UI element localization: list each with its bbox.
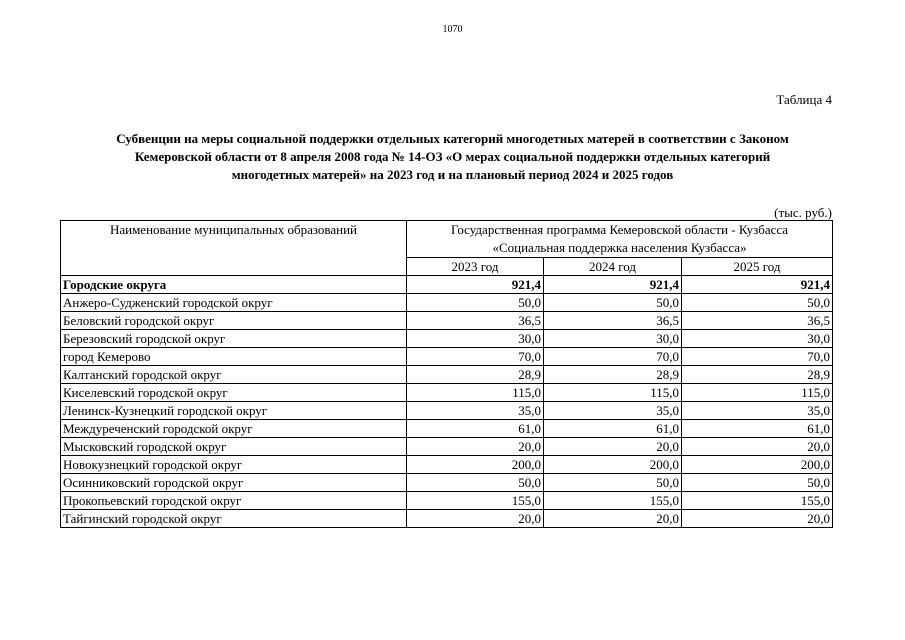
municipality-name: Анжеро-Судженский городской округ bbox=[61, 294, 407, 312]
group-name: Городские округа bbox=[61, 276, 407, 294]
document-title bbox=[60, 130, 845, 184]
table-row bbox=[61, 456, 833, 474]
municipality-name: Осинниковский городской округ bbox=[61, 474, 407, 492]
header-program bbox=[407, 221, 833, 258]
value-2023: 115,0 bbox=[407, 384, 544, 402]
table-row bbox=[61, 420, 833, 438]
table-row bbox=[61, 402, 833, 420]
value-2024: 70,0 bbox=[544, 348, 682, 366]
municipality-name: Калтанский городской округ bbox=[61, 366, 407, 384]
table-row bbox=[61, 366, 833, 384]
value-2025: 200,0 bbox=[682, 456, 833, 474]
value-2025: 50,0 bbox=[682, 474, 833, 492]
value-2025: 35,0 bbox=[682, 402, 833, 420]
value-2025: 20,0 bbox=[682, 510, 833, 528]
value-2024: 115,0 bbox=[544, 384, 682, 402]
value-2025: 155,0 bbox=[682, 492, 833, 510]
page-number: 1070 bbox=[442, 24, 463, 35]
municipality-name: Мысковский городской округ bbox=[61, 438, 407, 456]
table-row bbox=[61, 438, 833, 456]
table-label: Таблица 4 bbox=[776, 92, 832, 107]
value-2025: 20,0 bbox=[682, 438, 833, 456]
value-2024: 35,0 bbox=[544, 402, 682, 420]
value-2024: 20,0 bbox=[544, 438, 682, 456]
value-2025: 30,0 bbox=[682, 330, 833, 348]
municipality-name: Беловский городской округ bbox=[61, 312, 407, 330]
value-2024: 30,0 bbox=[544, 330, 682, 348]
group-row-urban-districts bbox=[61, 276, 833, 294]
value-2023: 50,0 bbox=[407, 294, 544, 312]
table-row bbox=[61, 348, 833, 366]
title-line-2: Кемеровской области от 8 апреля 2008 года № 14-ОЗ «О мерах социальной поддержки отдельных категорий bbox=[134, 149, 771, 164]
value-2024: 50,0 bbox=[544, 474, 682, 492]
value-2024: 200,0 bbox=[544, 456, 682, 474]
group-value-2025: 921,4 bbox=[682, 276, 833, 294]
group-value-2024: 921,4 bbox=[544, 276, 682, 294]
value-2023: 70,0 bbox=[407, 348, 544, 366]
municipality-name: город Кемерово bbox=[61, 348, 407, 366]
table-row bbox=[61, 294, 833, 312]
value-2025: 50,0 bbox=[682, 294, 833, 312]
value-2025: 28,9 bbox=[682, 366, 833, 384]
value-2023: 28,9 bbox=[407, 366, 544, 384]
municipality-name: Березовский городской округ bbox=[61, 330, 407, 348]
value-2024: 155,0 bbox=[544, 492, 682, 510]
municipality-name: Новокузнецкий городской округ bbox=[61, 456, 407, 474]
header-year-2023: 2023 год bbox=[407, 258, 544, 276]
units-label: (тыс. руб.) bbox=[774, 205, 832, 220]
value-2023: 50,0 bbox=[407, 474, 544, 492]
value-2024: 36,5 bbox=[544, 312, 682, 330]
municipality-name: Междуреченский городской округ bbox=[61, 420, 407, 438]
value-2024: 28,9 bbox=[544, 366, 682, 384]
table-row bbox=[61, 384, 833, 402]
header-program-line-1: Государственная программа Кемеровской области - Кузбасса bbox=[450, 222, 789, 237]
title-line-3: многодетных матерей» на 2023 год и на плановый период 2024 и 2025 годов bbox=[231, 167, 674, 182]
municipality-name: Тайгинский городской округ bbox=[61, 510, 407, 528]
value-2025: 115,0 bbox=[682, 384, 833, 402]
value-2025: 61,0 bbox=[682, 420, 833, 438]
subsidy-table bbox=[60, 220, 833, 528]
value-2023: 36,5 bbox=[407, 312, 544, 330]
value-2024: 50,0 bbox=[544, 294, 682, 312]
table-row bbox=[61, 510, 833, 528]
value-2023: 20,0 bbox=[407, 438, 544, 456]
municipality-name: Прокопьевский городской округ bbox=[61, 492, 407, 510]
value-2025: 36,5 bbox=[682, 312, 833, 330]
group-value-2023: 921,4 bbox=[407, 276, 544, 294]
municipality-name: Киселевский городской округ bbox=[61, 384, 407, 402]
value-2024: 61,0 bbox=[544, 420, 682, 438]
header-municipality-name: Наименование муниципальных образований bbox=[61, 221, 407, 276]
table-row bbox=[61, 492, 833, 510]
value-2024: 20,0 bbox=[544, 510, 682, 528]
table-row bbox=[61, 330, 833, 348]
value-2023: 20,0 bbox=[407, 510, 544, 528]
value-2023: 35,0 bbox=[407, 402, 544, 420]
value-2023: 61,0 bbox=[407, 420, 544, 438]
table-row bbox=[61, 312, 833, 330]
header-year-2024: 2024 год bbox=[544, 258, 682, 276]
header-year-2025: 2025 год bbox=[682, 258, 833, 276]
table-row bbox=[61, 474, 833, 492]
header-program-line-2: «Социальная поддержка населения Кузбасса» bbox=[492, 240, 747, 255]
municipality-name: Ленинск-Кузнецкий городской округ bbox=[61, 402, 407, 420]
value-2025: 70,0 bbox=[682, 348, 833, 366]
title-line-1: Субвенции на меры социальной поддержки отдельных категорий многодетных матерей в соответствии с Законом bbox=[116, 131, 789, 146]
value-2023: 155,0 bbox=[407, 492, 544, 510]
value-2023: 200,0 bbox=[407, 456, 544, 474]
value-2023: 30,0 bbox=[407, 330, 544, 348]
